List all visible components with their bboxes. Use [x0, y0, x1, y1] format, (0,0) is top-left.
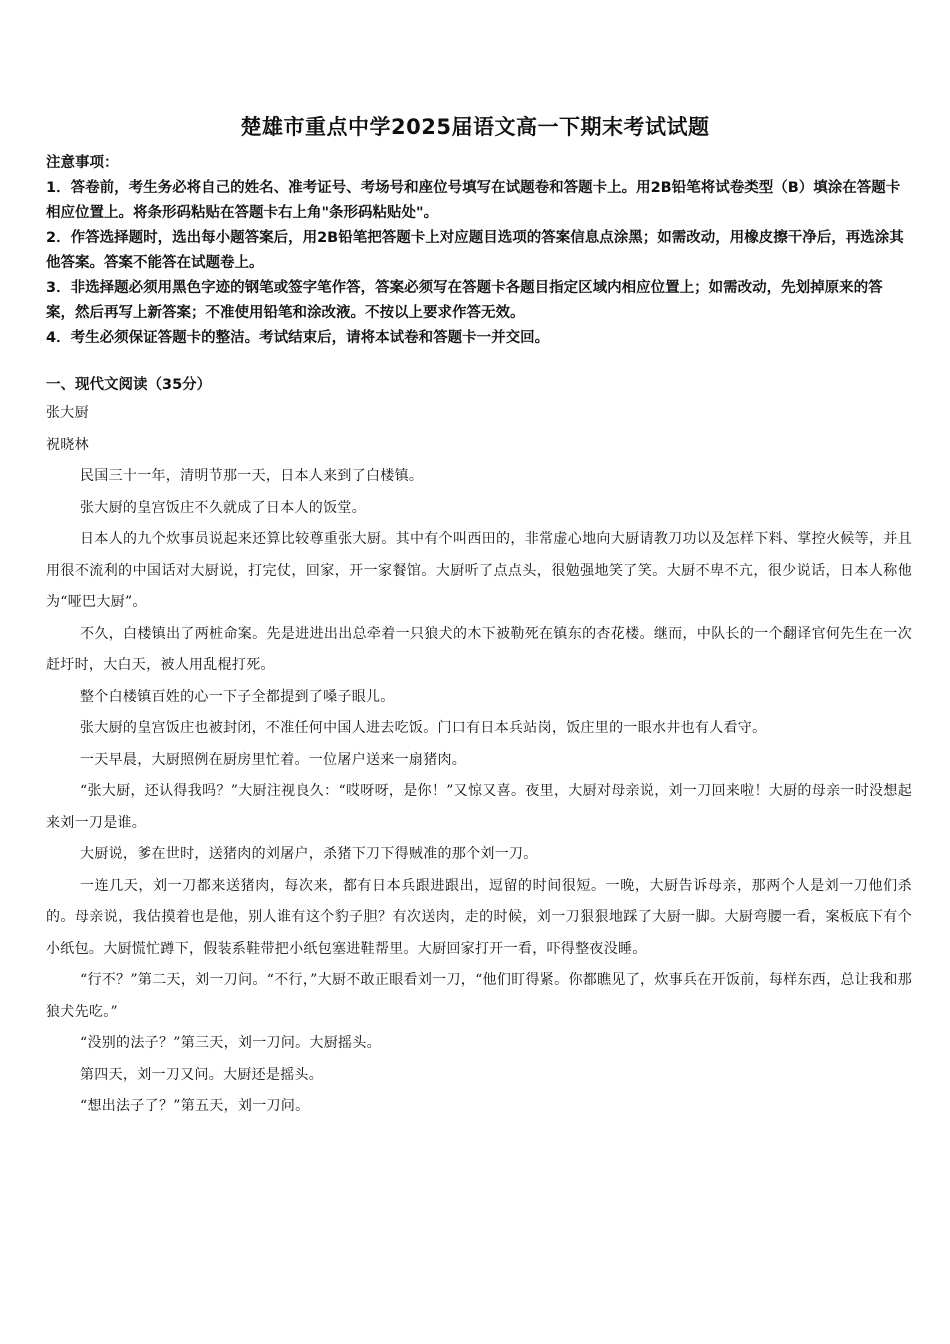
story-title: 张大厨: [46, 405, 89, 421]
story-paragraph: 整个白楼镇百姓的心一下子全都提到了嗓子眼儿。: [80, 688, 395, 705]
story-paragraph: “张大厨，还认得我吗？”大厨注视良久：“哎呀呀，是你！”又惊又喜。夜里，大厨对母亲说，刘一刀回来啦！大厨的母亲一时没想起来刘一刀是谁。: [46, 783, 912, 831]
story-paragraph: “想出法子了？”第五天，刘一刀问。: [80, 1098, 310, 1114]
page-title: 楚雄市重点中学2025届语文高一下期末考试试题: [240, 115, 710, 139]
story-paragraph: 民国三十一年，清明节那一天，日本人来到了白楼镇。: [80, 468, 424, 484]
notice-item: 3．非选择题必须用黑色字迹的钢笔或签字笔作答，答案必须写在答题卡各题目指定区域内相应位置上；如需改动，先划掉原来的答案，然后再写上新答案；不准使用铅笔和涂改液。不按以上要求作答无效。: [46, 280, 883, 321]
story-paragraph: 张大厨的皇宫饭庄也被封闭，不准任何中国人进去吃饭。门口有日本兵站岗，饭庄里的一眼水井也有人看守。: [80, 720, 767, 736]
notice-item: 4．考生必须保证答题卡的整洁。考试结束后，请将本试卷和答题卡一并交回。: [46, 330, 550, 346]
notice-block: [46, 151, 908, 351]
story-paragraph: 一天早晨，大厨照例在厨房里忙着。一位屠户送来一扇猪肉。: [80, 751, 467, 768]
story-paragraph: 第四天，刘一刀又问。大厨还是摇头。: [80, 1066, 324, 1083]
reading-passage: [46, 398, 912, 1123]
story-author: 祝晓林: [46, 436, 89, 453]
story-paragraph: 张大厨的皇宫饭庄不久就成了日本人的饭堂。: [80, 499, 366, 516]
section-heading: 一、现代文阅读（35分）: [46, 377, 212, 393]
story-paragraph: “行不？”第二天，刘一刀问。“不行，”大厨不敢正眼看刘一刀，“他们盯得紧。你都瞧见了，炊事兵在开饭前，每样东西，总让我和那狼犬先吃。”: [46, 972, 912, 1020]
story-paragraph: 日本人的九个炊事员说起来还算比较尊重张大厨。其中有个叫西田的，非常虚心地向大厨请教刀功以及怎样下料、掌控火候等，并且用很不流利的中国话对大厨说，打完仗，回家，开一家餐馆。大厨听了点点头，很勉强地笑了笑。大厨不卑不亢，很少说话，日本人称他为“哑巴大厨”。: [46, 531, 912, 610]
notice-item: 1．答卷前，考生务必将自己的姓名、准考证号、考场号和座位号填写在试题卷和答题卡上。用2B铅笔将试卷类型（B）填涂在答题卡相应位置上。将条形码粘贴在答题卡右上角"条形码粘贴处"。: [46, 180, 901, 221]
story-paragraph: 一连几天，刘一刀都来送猪肉，每次来，都有日本兵跟进跟出，逗留的时间很短。一晚，大厨告诉母亲，那两个人是刘一刀他们杀的。母亲说，我估摸着也是他，别人谁有这个豹子胆？有次送肉，走的时候，刘一刀狠狠地踩了大厨一脚。大厨弯腰一看，案板底下有个小纸包。大厨慌忙蹲下，假装系鞋带把小纸包塞进鞋帮里。大厨回家打开一看，吓得整夜没睡。: [46, 877, 912, 957]
notice-item: 2．作答选择题时，选出每小题答案后，用2B铅笔把答题卡上对应题目选项的答案信息点涂黑；如需改动，用橡皮擦干净后，再选涂其他答案。答案不能答在试题卷上。: [46, 230, 904, 271]
story-paragraph: 不久，白楼镇出了两桩命案。先是进进出出总牵着一只狼犬的木下被勒死在镇东的杏花楼。继而，中队长的一个翻译官何先生在一次赶圩时，大白天，被人用乱棍打死。: [46, 625, 912, 673]
story-paragraph: 大厨说，爹在世时，送猪肉的刘屠户，杀猪下刀下得贼准的那个刘一刀。: [80, 846, 538, 862]
story-paragraph: “没别的法子？”第三天，刘一刀问。大厨摇头。: [80, 1035, 381, 1051]
notice-heading: 注意事项：: [46, 155, 119, 171]
